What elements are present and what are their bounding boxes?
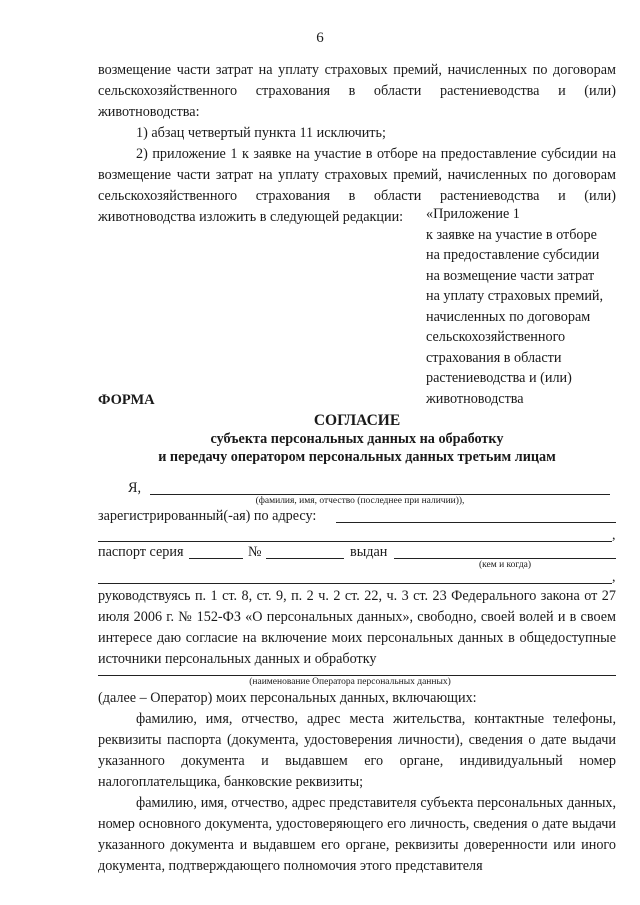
- consent-title: СОГЛАСИЕ: [313, 412, 401, 429]
- consent-subtitle-2: и передачу оператором персональных данных третьим лицам: [158, 449, 556, 465]
- appendix-line: сельскохозяйственного: [426, 329, 566, 345]
- operator-name-field[interactable]: [98, 675, 616, 676]
- appendix-line: на возмещение части затрат: [426, 267, 595, 284]
- intro-item-2: 2) приложение 1 к заявке на участие в отборе на предоставление субсидии на возмещение части затрат на уплату страховых премий, начисленных по договорам сельскохозяйственного страхования в области растениеводства и (или) животноводства изложить в следующей редакции:: [98, 146, 616, 225]
- intro-paragraph: возмещение части затрат на уплату страховых премий, начисленных по договорам сельскохозяйственного страхования в области растениеводства и (или) животноводства:: [98, 62, 616, 120]
- representative-paragraph: фамилию, имя, отчество, адрес представителя субъекта персональных данных, номер основного документа, удостоверяющего его личность, сведения о дате выдачи указанного документа и выдавшем его органе, реквизиты доверенности или иного документа, подтверждающего полномочия этого представителя: [98, 795, 616, 874]
- appendix-line: растениеводства и (или): [426, 370, 572, 386]
- law-paragraph: руководствуясь п. 1 ст. 8, ст. 9, п. 2 ч. 2 ст. 22, ч. 3 ст. 23 Федерального закона от 27 июля 2006 г. № 152-ФЗ «О персональных данных», свободно, своей волей и в своем интересе даю согласие на включение моих персональных данных в общедоступные источники персональных данных и обработку: [98, 588, 616, 667]
- issued-hint: (кем и когда): [478, 560, 532, 570]
- fio-hint: (фамилия, имя, отчество (последнее при наличии)),: [255, 496, 465, 506]
- registered-label: зарегистрированный(-ая) по адресу:: [98, 508, 317, 524]
- address-field[interactable]: [336, 522, 616, 523]
- consent-body: [98, 688, 616, 877]
- appendix-line: к заявке на участие в отборе: [426, 226, 597, 243]
- passport-number-label: №: [248, 544, 262, 560]
- fio-field[interactable]: [150, 494, 610, 495]
- page-number: 6: [316, 30, 324, 46]
- appendix-line: «Приложение 1: [426, 206, 520, 222]
- passport-series-field[interactable]: [189, 558, 243, 559]
- comma-mark: ,: [612, 528, 616, 543]
- form-label: ФОРМА: [98, 392, 155, 408]
- appendix-line: на предоставление субсидии: [426, 247, 600, 263]
- intro-section: [98, 60, 616, 228]
- appendix-line: страхования в области: [426, 349, 562, 366]
- issued-field[interactable]: [394, 558, 616, 559]
- appendix-line: на уплату страховых премий,: [426, 288, 604, 304]
- comma-mark: ,: [612, 570, 616, 585]
- ya-label: Я,: [128, 480, 142, 496]
- appendix-line: начисленных по договорам: [426, 308, 591, 325]
- operator-paragraph: (далее – Оператор) моих персональных данных, включающих:: [98, 690, 477, 706]
- issued-label: выдан: [350, 544, 388, 560]
- fio-paragraph: фамилию, имя, отчество, адрес места жительства, контактные телефоны, реквизиты паспорта (документа, удостоверения личности), сведения о дате выдачи указанного документа и выдавшем его органе, индивидуальный номер налогоплательщика, банковские реквизиты;: [98, 711, 616, 790]
- address-field-line-2[interactable]: [98, 541, 612, 542]
- passport-number-field[interactable]: [266, 558, 344, 559]
- operator-hint: (наименование Оператора персональных данных): [249, 677, 451, 687]
- passport-series-label: паспорт серия: [98, 544, 184, 560]
- intro-item-1: 1) абзац четвертый пункта 11 исключить;: [136, 125, 386, 141]
- consent-subtitle-1: субъекта персональных данных на обработку: [210, 431, 504, 447]
- appendix-header: [426, 204, 626, 409]
- appendix-line: животноводства: [426, 390, 524, 407]
- issued-field-line-2[interactable]: [98, 583, 612, 584]
